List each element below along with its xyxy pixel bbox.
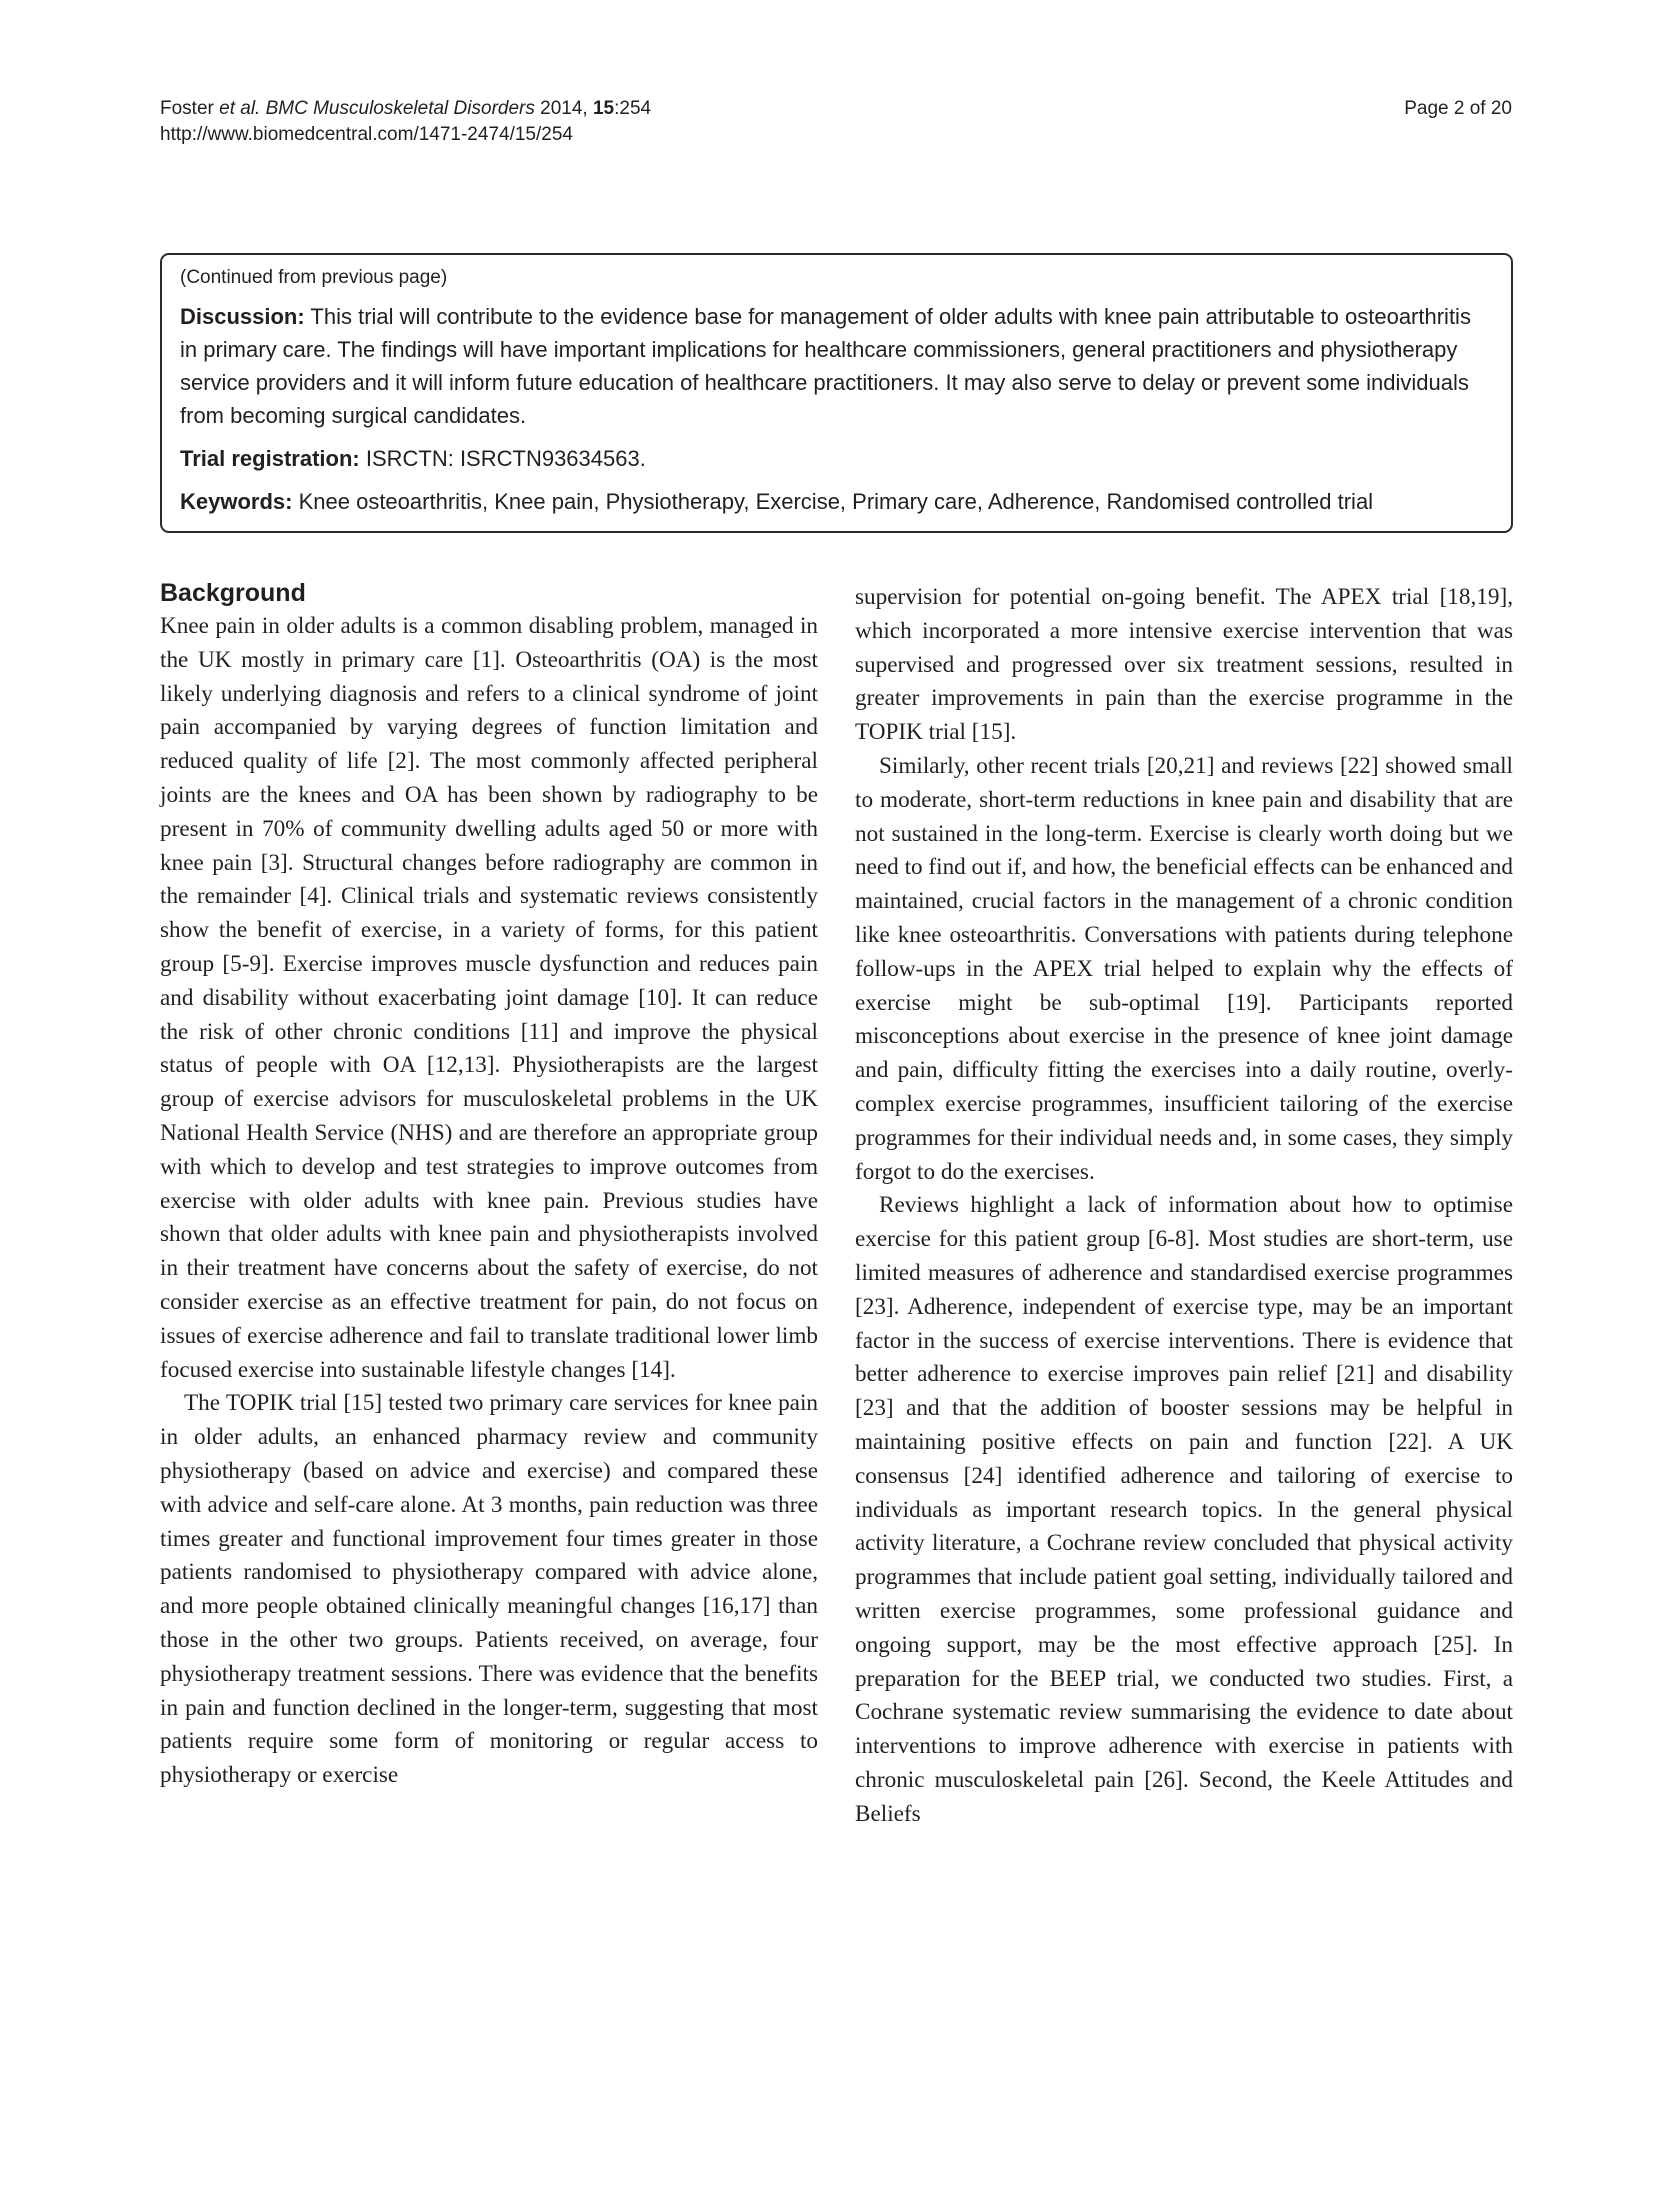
trial-registration-text: ISRCTN: ISRCTN93634563.	[359, 446, 646, 471]
discussion-section	[180, 300, 1489, 432]
left-column	[160, 578, 818, 1793]
keywords-label: Keywords:	[180, 489, 293, 514]
citation-authors: Foster	[160, 98, 220, 119]
keywords-section	[180, 485, 1489, 518]
section-heading-background: Background	[160, 579, 306, 607]
page-header	[160, 96, 1512, 148]
citation-article: :254	[614, 98, 652, 119]
citation	[160, 96, 1512, 122]
discussion-label: Discussion:	[180, 304, 305, 329]
continued-note: (Continued from previous page)	[180, 267, 448, 288]
page-number: Page 2 of 20	[1404, 98, 1512, 119]
article-url[interactable]: http://www.biomedcentral.com/1471-2474/15/254	[160, 124, 573, 145]
citation-year: 2014,	[534, 98, 593, 119]
discussion-text: This trial will contribute to the evidence base for management of older adults with knee pain attributable to osteoarthritis in primary care. The findings will have important implications for healthcare commissioners, general practitioners and physiotherapy service providers and it will inform future education of healthcare practitioners. It may also serve to delay or prevent some individuals from becoming surgical candidates.	[180, 304, 1471, 428]
citation-etal: et al.	[219, 98, 261, 119]
paragraph: The TOPIK trial [15] tested two primary care services for knee pain in older adults, an enhanced pharmacy review and community physiotherapy (based on advice and exercise) and compared these with advice and self-care alone. At 3 months, pain reduction was three times greater and functional improvement four times greater in those patients randomised to physiotherapy compared with advice alone, and more people obtained clinically meaningful changes [16,17] than those in the other two groups. Patients received, on average, four physiotherapy treatment sessions. There was evidence that the benefits in pain and function declined in the longer-term, suggesting that most patients require some form of monitoring or regular access to physiotherapy or exercise	[160, 1390, 818, 1789]
citation-journal: BMC Musculoskeletal Disorders	[260, 98, 535, 119]
trial-registration-section	[180, 442, 1489, 475]
keywords-text: Knee osteoarthritis, Knee pain, Physiotherapy, Exercise, Primary care, Adherence, Randomised controlled trial	[292, 489, 1374, 514]
trial-registration-label: Trial registration:	[180, 446, 360, 471]
abstract-box	[160, 253, 1513, 533]
citation-volume: 15	[592, 98, 615, 119]
paragraph: Reviews highlight a lack of information about how to optimise exercise for this patient group [6-8]. Most studies are short-term, use limited measures of adherence and standardised exercise programmes [23]. Adherence, independent of exercise type, may be an important factor in the success of exercise interventions. There is evidence that better adherence to exercise improves pain relief [21] and disability [23] and that the addition of booster sessions may be helpful in maintaining positive effects on pain and function [22]. A UK consensus [24] identified adherence and tailoring of exercise to individuals as important research topics. In the general physical activity literature, a Cochrane review concluded that physical activity programmes that include patient goal setting, individually tailored and written exercise programmes, some professional guidance and ongoing support, may be the most effective approach [25]. In preparation for the BEEP trial, we conducted two studies. First, a Cochrane systematic review summarising the evidence to date about interventions to improve adherence with exercise in patients with chronic musculoskeletal pain [26]. Second, the Keele Attitudes and Beliefs	[855, 1192, 1513, 1827]
right-column	[855, 581, 1513, 1831]
paragraph: Similarly, other recent trials [20,21] and reviews [22] showed small to moderate, short-term reductions in knee pain and disability that are not sustained in the long-term. Exercise is clearly worth doing but we need to find out if, and how, the beneficial effects can be enhanced and maintained, crucial factors in the management of a chronic condition like knee osteoarthritis. Conversations with patients during telephone follow-ups in the APEX trial helped to explain why the effects of exercise might be sub-optimal [19]. Participants reported misconceptions about exercise in the presence of knee joint damage and pain, difficulty fitting the exercises into a daily routine, overly-complex exercise programmes, insufficient tailoring of the exercise programmes for their individual needs and, in some cases, they simply forgot to do the exercises.	[855, 752, 1513, 1185]
paragraph: supervision for potential on-going benefit. The APEX trial [18,19], which incorporated a more intensive exercise intervention that was supervised and progressed over six treatment sessions, resulted in greater improvements in pain than the exercise programme in the TOPIK trial [15].	[855, 584, 1513, 746]
paragraph: Knee pain in older adults is a common disabling problem, managed in the UK mostly in primary care [1]. Osteoarthritis (OA) is the most likely underlying diagnosis and refers to a clinical syndrome of joint pain accompanied by varying degrees of function limitation and reduced quality of life [2]. The most commonly affected peripheral joints are the knees and OA has been shown by radiography to be present in 70% of community dwelling adults aged 50 or more with knee pain [3]. Structural changes before radiography are common in the remainder [4]. Clinical trials and systematic reviews consistently show the benefit of exercise, in a variety of forms, for this patient group [5-9]. Exercise improves muscle dysfunction and reduces pain and disability without exacerbating joint damage [10]. It can reduce the risk of other chronic conditions [11] and improve the physical status of people with OA [12,13]. Physiotherapists are the largest group of exercise advisors for musculoskeletal problems in the UK National Health Service (NHS) and are therefore an appropriate group with which to develop and test strategies to improve outcomes from exercise with older adults with knee pain. Previous studies have shown that older adults with knee pain and physiotherapists involved in their treatment have concerns about the safety of exercise, do not consider exercise as an effective treatment for pain, do not focus on issues of exercise adherence and fail to translate traditional lower limb focused exercise into sustainable lifestyle changes [14].	[160, 613, 818, 1383]
